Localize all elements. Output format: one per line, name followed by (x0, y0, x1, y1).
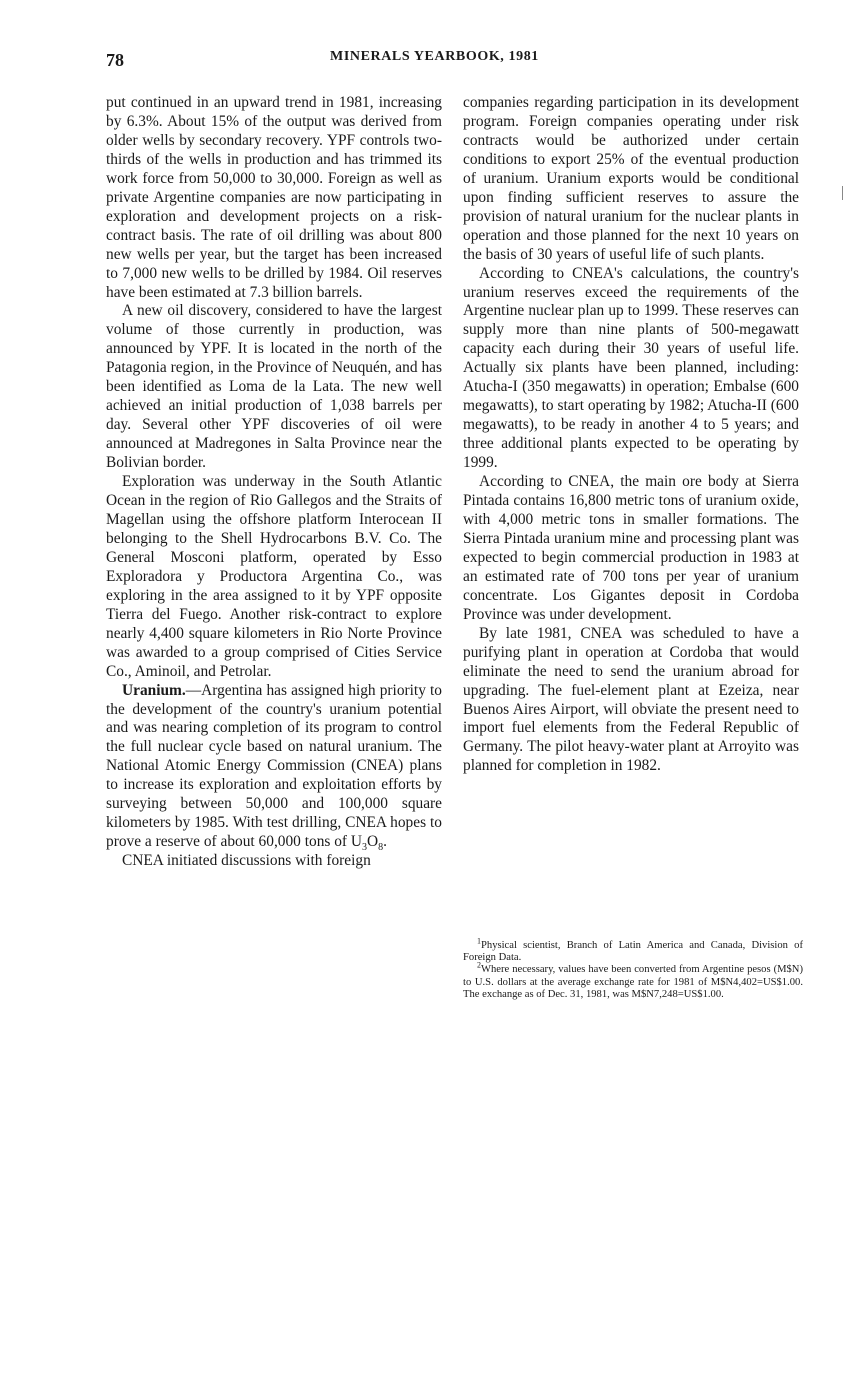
paragraph-cnea-calculations: According to CNEA's calculations, the country's uranium reserves exceed the requirements of the Argentine nuclear plan up to 1999. These reserves can supply more than nine plants of 500-megawatt capacity each during their 30 years of useful life. Actually six plants have been planned, including: Atucha-I (350 megawatts) in operation; Embalse (600 megawatts), to start operating by 1982; Atucha-II (600 megawatts), to be ready in another 4 to 5 years; and three additional plants expected to be operating by 1999. (463, 264, 799, 472)
page-number: 78 (106, 50, 124, 70)
paragraph-exploration: Exploration was underway in the South Atlantic Ocean in the region of Rio Gallegos and the Straits of Magellan using the offshore platform Interocean II belonging to the Shell Hydrocarbons B.V. Co. The General Mosconi platform, operated by Esso Exploradora y Productora Argentina Co., was exploring in the area assigned to it by YPF opposite Tierra del Fuego. Another risk-contract to explore nearly 4,400 square kilometers in Rio Norte Province was awarded to a group comprised of Cities Service Co., Aminoil, and Petrolar. (106, 473, 442, 680)
formula-period: . (383, 833, 387, 851)
footnote-2 (463, 960, 803, 1001)
formula-subscript-8: 8 (378, 842, 384, 854)
paragraph-uranium (106, 682, 442, 853)
paragraph-sierra-pintada: According to CNEA, the main ore body at Sierra Pintada contains 16,800 metric tons of uranium oxide, with 4,000 metric tons in smaller formations. The Sierra Pintada uranium mine and processing plant was expected to begin commercial production in 1983 at an estimated rate of 700 tons per year of uranium concentrate. Los Gigantes deposit in Cordoba Province was under development. (463, 473, 799, 623)
footnote-2-mark: 2 (477, 960, 481, 970)
left-column (106, 94, 442, 871)
footnote-1 (463, 936, 803, 964)
footnote-1-mark: 1 (477, 936, 481, 946)
paragraph-oil-discovery: A new oil discovery, considered to have the largest volume of those currently in production, was announced by YPF. It is located in the north of the Patagonia region, in the Province of Neuquén, and has been identified as Loma de la Lata. The new well achieved an initial production of 1,038 barrels per day. Several other YPF discoveries of oil were announced at Madregones in Salta Province near the Bolivian border. (106, 302, 442, 472)
formula-subscript-3: 3 (362, 842, 368, 854)
formula-oxygen: O (367, 833, 379, 851)
paragraph-purifying-plant: By late 1981, CNEA was scheduled to have a purifying plant in operation at Cordoba that would eliminate the need to send the uranium abroad for upgrading. The fuel-element plant at Ezeiza, near Buenos Aires Airport, will obviate the present need to import fuel elements from the Federal Republic of Germany. The pilot heavy-water plant at Arroyito was planned for completion in 1982. (463, 624, 799, 775)
section-heading-uranium: Uranium. (122, 681, 186, 699)
running-title: MINERALS YEARBOOK, 1981 (330, 49, 539, 64)
scan-artifact (842, 186, 843, 200)
right-column (463, 94, 799, 776)
footnotes (463, 936, 803, 1001)
uranium-text: —Argentina has assigned high priority to the development of the country's uranium potential and was nearing completion of its program to control the full nuclear cycle based on natural uranium. The National Atomic Energy Commission (CNEA) plans to increase its exploration and exploitation efforts by surveying between 50,000 and 100,000 square kilometers by 1985. With test drilling, CNEA hopes to prove a reserve of about 60,000 tons of U (106, 681, 442, 851)
paragraph-oil-output: put continued in an upward trend in 1981, increasing by 6.3%. About 15% of the output was derived from older wells by secondary recovery. YPF controls two-thirds of the wells in production and has trimmed its work force from 50,000 to 30,000. Foreign as well as private Argentine companies are now participating in exploration and development projects on a risk-contract basis. The rate of oil drilling was about 800 new wells per year, but the target has been increased to 7,000 new wells to be drilled by 1984. Oil reserves have been estimated at 7.3 billion barrels. (106, 94, 442, 301)
paragraph-foreign-companies: companies regarding participation in its development program. Foreign companies operating under risk contracts would be authorized under certain conditions to export 25% of the eventual production of uranium. Uranium exports would be conditional upon finding sufficient reserves to assure the provision of natural uranium for the nuclear plants in operation and those planned for the next 10 years on the basis of 30 years of useful life of such plants. (463, 94, 799, 263)
footnote-1-text: Physical scientist, Branch of Latin America and Canada, Division of Foreign Data. (463, 940, 803, 964)
paragraph-cnea-discussions: CNEA initiated discussions with foreign (122, 852, 371, 870)
footnote-2-text: Where necessary, values have been converted from Argentine pesos (M$N) to U.S. dollars at the average exchange rate for 1981 of M$N4,402=US$1.00. The exchange as of Dec. 31, 1981, was M$N7,248=US$1.00. (463, 964, 803, 1000)
